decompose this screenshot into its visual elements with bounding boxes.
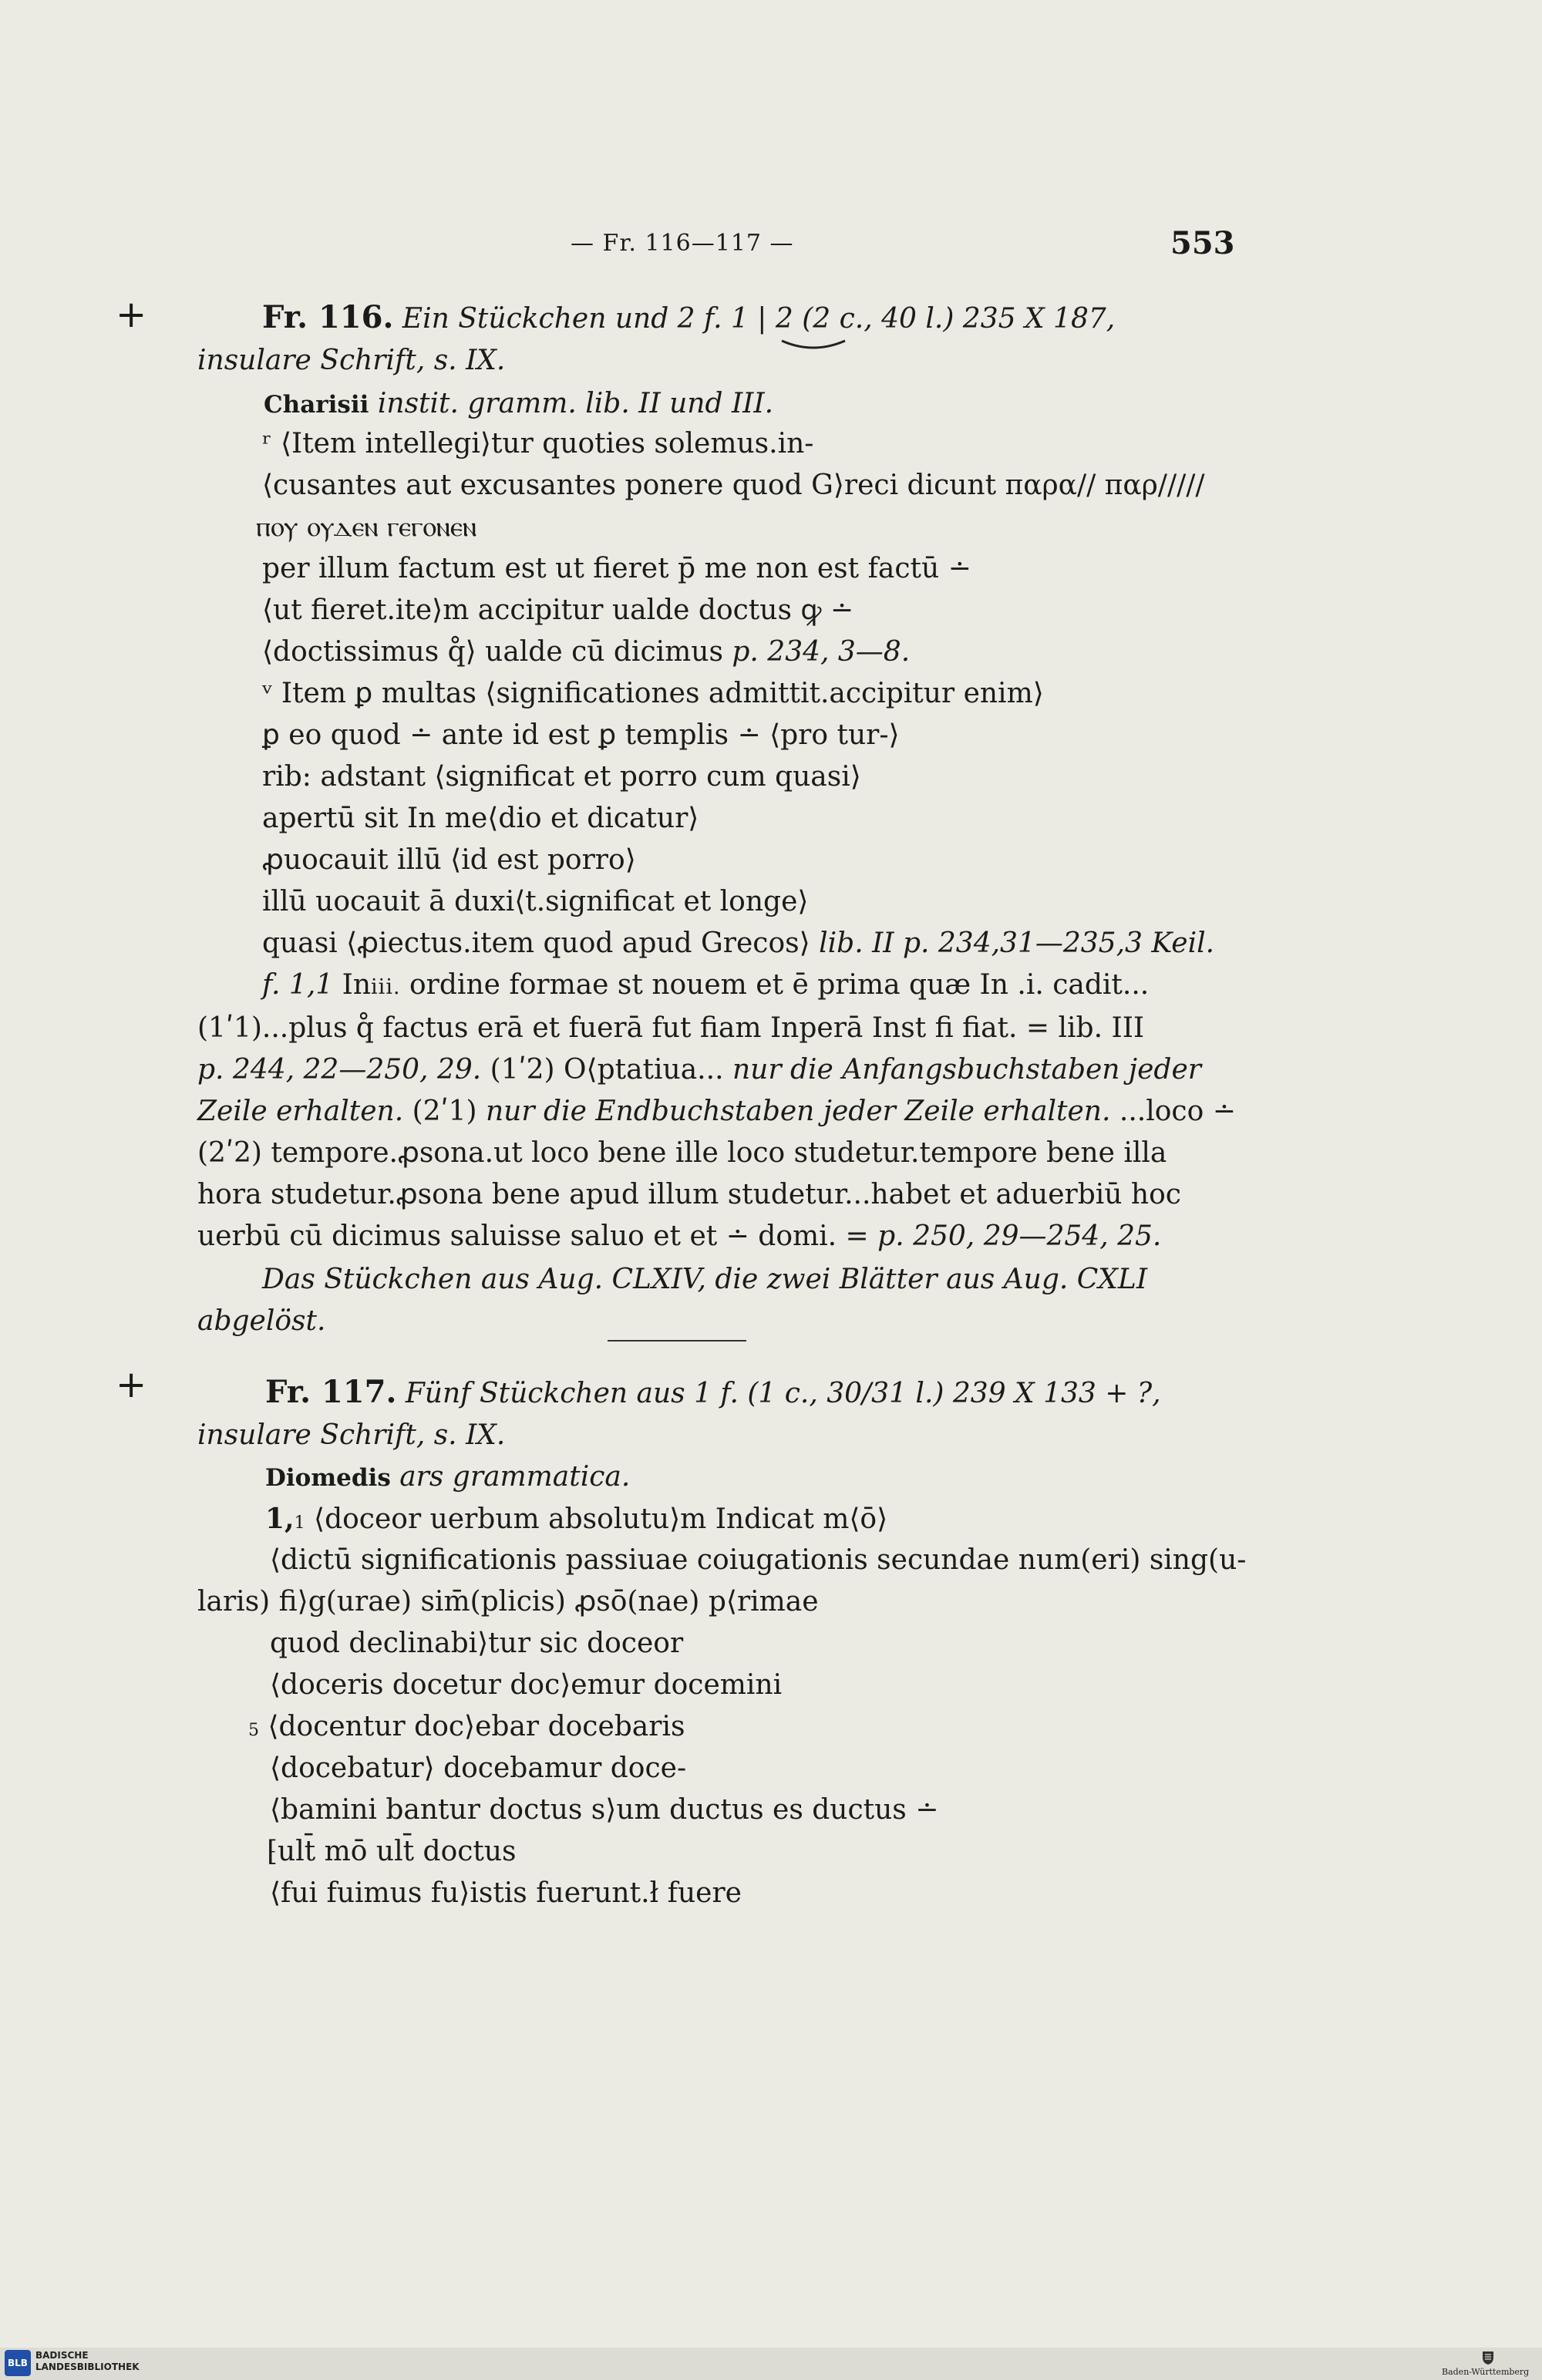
greek-line: ⲡⲟⲩ ⲟⲩⲇⲉⲛ ⲅⲉⲅⲟⲛⲉⲛ bbox=[256, 511, 477, 543]
text-line: per illum factum est ut fieret p̄ me non est factū ∸ bbox=[262, 553, 971, 584]
text-segment: (1ʹ2) O⟨ptatiua... bbox=[490, 1054, 724, 1086]
text-line bbox=[262, 634, 910, 671]
text-segment: In bbox=[342, 969, 372, 1001]
text-line bbox=[197, 1218, 1161, 1255]
provenance-note: Das Stückchen aus Aug. CLXIV, die zwei Blätter aus Aug. CXLI bbox=[262, 1264, 1148, 1295]
fr117-label: Fr. 117. bbox=[265, 1374, 397, 1410]
text-line: hora studetur.ꝓsona bene apud illum studetur...habet et aduerbiū hoc bbox=[197, 1179, 1181, 1210]
text-line bbox=[262, 925, 1214, 962]
page-reference: lib. II p. 234,31—235,3 Keil. bbox=[819, 927, 1215, 959]
text-segment: ⟨doctissimus q̊⟩ ualde cū dicimus bbox=[262, 636, 723, 668]
folio-label: f. 1,1 bbox=[262, 969, 334, 1001]
page-reference: p. 244, 22—250, 29. bbox=[197, 1054, 482, 1086]
fr116-heading-cont: insulare Schrift, s. IX. bbox=[197, 345, 506, 376]
fr117-heading-cont: insulare Schrift, s. IX. bbox=[197, 1419, 506, 1451]
text-line: ⟨bamini bantur doctus s⟩um ductus es ductus ∸ bbox=[270, 1794, 939, 1826]
margin-cross-mark: + bbox=[116, 1363, 147, 1406]
text-segment: ⟨doceor uerbum absolutu⟩m Indicat m⟨ō⟩ bbox=[314, 1503, 888, 1535]
editor-note: Zeile erhalten. bbox=[197, 1096, 404, 1127]
page-number: 553 bbox=[1170, 225, 1235, 261]
text-line: ⟨cusantes aut excusantes ponere quod G⟩reci dicunt παρα// παρ///// bbox=[262, 470, 1205, 501]
library-name bbox=[35, 2350, 140, 2373]
text-segment: ⟨docentur doc⟩ebar docebaris bbox=[268, 1711, 685, 1742]
crest-icon bbox=[1480, 2350, 1496, 2365]
text-line bbox=[265, 1500, 887, 1542]
footer-bar bbox=[0, 2348, 1542, 2380]
page-reference: p. 250, 29—254, 25. bbox=[877, 1220, 1162, 1252]
text-line: ⁅ult̄ mō ult̄ doctus bbox=[267, 1836, 517, 1867]
fr116-source bbox=[264, 385, 773, 423]
fr117-work: ars grammatica. bbox=[399, 1461, 631, 1493]
text-segment: ...loco ∸ bbox=[1119, 1096, 1236, 1127]
fr116-description: Ein Stückchen und 2 f. 1 | 2 (2 c., 40 l.) 235 X 187, bbox=[402, 303, 1116, 335]
fr117-description: Fünf Stückchen aus 1 f. (1 c., 30/31 l.) 239 X 133 + ?, bbox=[405, 1378, 1161, 1409]
section-divider bbox=[608, 1340, 746, 1341]
state-label: Baden-Württemberg bbox=[1442, 2367, 1530, 2377]
text-line bbox=[262, 967, 1149, 1006]
fr116-work: instit. gramm. lib. II und III. bbox=[377, 388, 774, 419]
text-line: (1ʹ1)...plus q̊ factus erā et fuerā fut fiam Inperā Inst fi fiat. = lib. III bbox=[197, 1012, 1145, 1044]
text-line: illū uocauit ā duxi⟨t.significat et longe⟩ bbox=[262, 886, 809, 917]
fr116-heading bbox=[262, 299, 1115, 338]
fr116-author: Charisii bbox=[264, 391, 369, 419]
text-line: ꝓuocauit illū ⟨id est porro⟩ bbox=[262, 844, 636, 876]
text-line bbox=[248, 1708, 685, 1749]
text-line: rib: adstant ⟨significat et porro cum quasi⟩ bbox=[262, 761, 861, 793]
text-line: ꝑ eo quod ∸ ante id est ꝑ templis ∸ ⟨pro tur-⟩ bbox=[262, 719, 900, 751]
text-segment: uerbū cū dicimus saluisse saluo et et ∸ domi. = bbox=[197, 1220, 869, 1252]
roman-numeral: iii. bbox=[371, 975, 401, 999]
fr116-label: Fr. 116. bbox=[262, 299, 394, 335]
text-segment: ordine formae st nouem et ē prima quæ In .i. cadit... bbox=[409, 969, 1150, 1001]
margin-cross-mark: + bbox=[116, 293, 147, 336]
library-name-line: BADISCHE bbox=[35, 2350, 89, 2361]
text-line: (2ʹ2) tempore.ꝓsona.ut loco bene ille loco studetur.tempore bene illa bbox=[197, 1137, 1167, 1169]
text-line: ⟨ut fieret.ite⟩m accipitur ualde doctus ꝙ ∸ bbox=[262, 594, 854, 626]
running-title: — Fr. 116—117 — bbox=[571, 230, 794, 257]
text-line: quod declinabi⟩tur sic doceor bbox=[270, 1628, 684, 1659]
text-segment: quasi ⟨ꝓiectus.item quod apud Grecos⟩ bbox=[262, 927, 810, 959]
library-name-line: LANDESBIBLIOTHEK bbox=[35, 2361, 140, 2372]
brace-mark bbox=[780, 338, 847, 350]
library-logo: BLB bbox=[5, 2350, 31, 2376]
text-line: ᵛ Item ꝑ multas ⟨significationes admittit.accipitur enim⟩ bbox=[262, 678, 1044, 709]
text-line: ⟨dictū significationis passiuae coiugationis secundae num(eri) sing(u- bbox=[270, 1544, 1247, 1576]
text-line: apertū sit In me⟨dio et dicatur⟩ bbox=[262, 803, 699, 834]
page-reference: p. 234, 3—8. bbox=[732, 636, 911, 668]
text-line bbox=[197, 1052, 1201, 1089]
text-line bbox=[197, 1093, 1236, 1130]
fr117-source bbox=[265, 1459, 630, 1496]
text-segment: (2ʹ1) bbox=[412, 1096, 477, 1127]
text-line: ⟨fui fuimus fu⟩istis fuerunt.ł fuere bbox=[270, 1877, 742, 1909]
line-sub-number: 1 bbox=[294, 1513, 305, 1533]
text-line: ʳ ⟨Item intellegi⟩tur quoties solemus.in- bbox=[262, 428, 814, 460]
fr117-author: Diomedis bbox=[265, 1464, 391, 1492]
line-number: 5 bbox=[248, 1721, 259, 1740]
provenance-note: abgelöst. bbox=[197, 1305, 326, 1337]
text-line: ⟨docebatur⟩ docebamur doce- bbox=[270, 1752, 687, 1784]
editor-note: nur die Anfangsbuchstaben jeder bbox=[732, 1054, 1201, 1086]
text-line: laris) fi⟩g(urae) sim̄(plicis) ꝓsō(nae) p⟨rimae bbox=[197, 1586, 819, 1618]
line-reference: 1, bbox=[265, 1503, 295, 1535]
editor-note: nur die Endbuchstaben jeder Zeile erhalten. bbox=[486, 1096, 1111, 1127]
text-line: ⟨doceris docetur doc⟩emur docemini bbox=[270, 1669, 783, 1701]
fr117-heading bbox=[265, 1374, 1161, 1412]
